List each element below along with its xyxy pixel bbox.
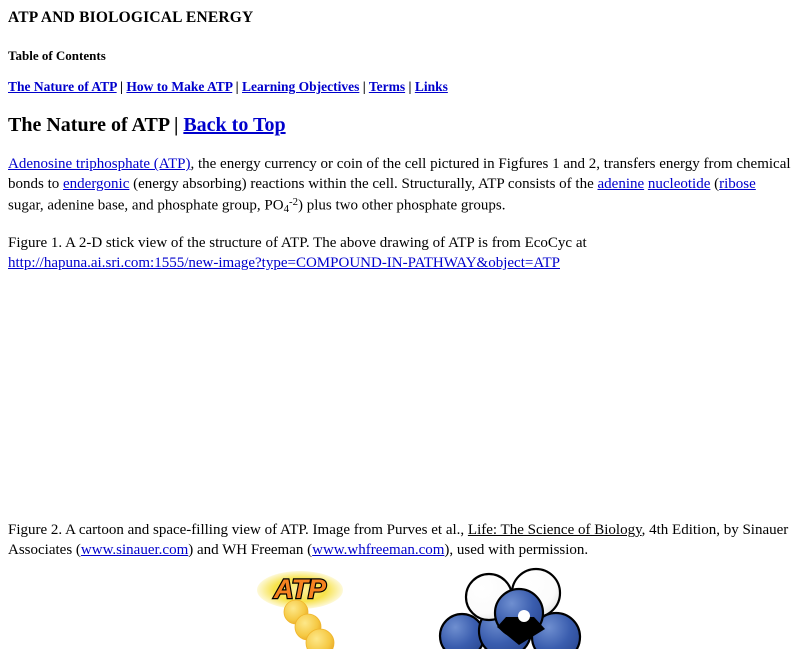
figure2-caption: [8, 520, 792, 560]
toc-separator: |: [116, 79, 127, 95]
atp-cartoon-label: ATP: [274, 573, 326, 604]
toc-link-how-to-make-atp[interactable]: How to Make ATP: [126, 79, 233, 95]
link-sinauer[interactable]: www.sinauer.com: [80, 542, 189, 559]
toc-link-learning-objectives[interactable]: Learning Objectives: [241, 79, 360, 95]
table-of-contents-heading: Table of Contents: [8, 47, 106, 63]
link-endergonic[interactable]: endergonic: [63, 176, 130, 193]
figure2-svg: [0, 567, 800, 649]
table-of-contents-nav: [8, 78, 792, 95]
section-heading-separator: |: [168, 113, 184, 136]
section-heading: [8, 113, 792, 139]
figure1-atp-structure-diagram: [0, 275, 800, 505]
book-title: Life: The Science of Biology: [467, 522, 642, 539]
link-ribose[interactable]: ribose: [719, 176, 756, 193]
figure1-source-link[interactable]: http://hapuna.ai.sri.com:1555/new-image?type=COMPOUND-IN-PATHWAY&object=ATP: [8, 255, 560, 272]
phosphate-superscript: -2: [289, 195, 298, 208]
toc-separator: |: [232, 79, 242, 95]
back-to-top-link[interactable]: Back to Top: [183, 113, 286, 136]
toc-separator: |: [359, 79, 369, 95]
paragraph-text-1: , the energy currency or coin of the cell pictured in Figfures 1 and 2, transfers energy from chemical bonds to: [8, 156, 791, 193]
toc-link-terms[interactable]: Terms: [368, 79, 406, 95]
figure2-caption-text-3: ) and WH Freeman (: [188, 542, 313, 559]
toc-link-links[interactable]: Links: [414, 79, 448, 95]
phosphate-subscript: 4: [283, 202, 289, 215]
section-heading-text: The Nature of ATP: [8, 113, 169, 136]
atp-cartoon-icon: [257, 571, 343, 649]
figure1-caption: [8, 233, 792, 273]
page-title: ATP AND BIOLOGICAL ENERGY: [8, 9, 254, 26]
link-whfreeman[interactable]: www.whfreeman.com: [312, 542, 445, 559]
paragraph-text-4: (: [710, 176, 720, 193]
paragraph-text-6: ) plus two other phosphate groups.: [298, 197, 506, 214]
space-filling-model: [440, 569, 580, 649]
paragraph-text-5: sugar, adenine base, and phosphate group, PO: [8, 197, 284, 214]
figure2-caption-text-1: Figure 2. A cartoon and space-filling view of ATP. Image from Purves et al.,: [8, 522, 468, 539]
figure1-caption-text: Figure 1. A 2-D stick view of the structure of ATP. The above drawing of ATP is from EcoCyc at: [8, 235, 587, 252]
link-nucleotide[interactable]: nucleotide: [647, 176, 711, 193]
toc-link-nature-of-atp[interactable]: The Nature of ATP: [8, 79, 117, 95]
link-adenosine-triphosphate[interactable]: Adenosine triphosphate (ATP): [8, 156, 191, 173]
paragraph-text-2: (energy absorbing) reactions within the cell. Structurally, ATP consists of the: [129, 176, 598, 193]
toc-separator: |: [405, 79, 415, 95]
intro-paragraph: [8, 154, 792, 216]
atp-structure-svg: [0, 275, 800, 505]
figure2-caption-text-4: ), used with permission.: [444, 542, 589, 559]
link-adenine[interactable]: adenine: [597, 176, 645, 193]
figure2-atp-images: [0, 567, 800, 649]
figure2-caption-text-2: , 4th Edition, by Sinauer Associates (: [8, 522, 789, 559]
